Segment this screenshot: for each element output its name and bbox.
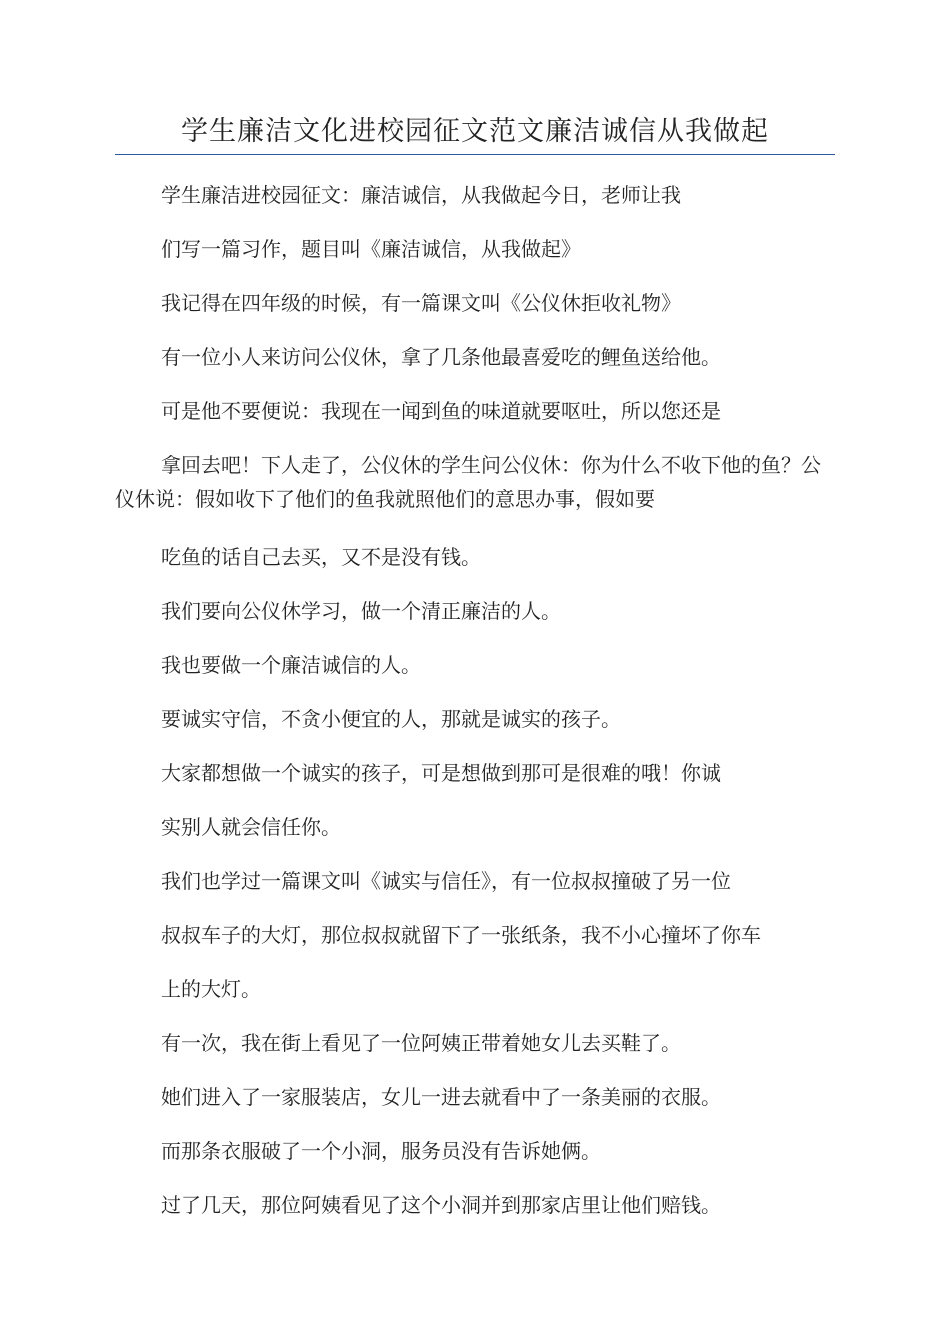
paragraph: 过了几天，那位阿姨看见了这个小洞并到那家店里让他们赔钱。	[161, 1193, 721, 1217]
paragraph: 可是他不要便说：我现在一闻到鱼的味道就要呕吐，所以您还是	[161, 399, 721, 423]
paragraph: 我们要向公仪休学习，做一个清正廉洁的人。	[161, 599, 561, 623]
paragraph: 大家都想做一个诚实的孩子，可是想做到那可是很难的哦！你诚	[161, 761, 721, 785]
paragraph: 拿回去吧！下人走了，公仪休的学生问公仪休：你为什么不收下他的鱼？公仪休说：假如收下了他们的鱼我就照他们的意思办事，假如要	[115, 453, 821, 511]
paragraph: 有一位小人来访问公仪休，拿了几条他最喜爱吃的鲤鱼送给他。	[161, 345, 721, 369]
paragraph: 她们进入了一家服装店，女儿一进去就看中了一条美丽的衣服。	[161, 1085, 721, 1109]
paragraph: 要诚实守信，不贪小便宜的人，那就是诚实的孩子。	[161, 707, 621, 731]
paragraph: 叔叔车子的大灯，那位叔叔就留下了一张纸条，我不小心撞坏了你车	[161, 923, 761, 947]
paragraph: 而那条衣服破了一个小洞，服务员没有告诉她俩。	[161, 1139, 601, 1163]
paragraph: 有一次，我在街上看见了一位阿姨正带着她女儿去买鞋了。	[161, 1031, 681, 1055]
paragraph: 上的大灯。	[161, 977, 261, 1001]
paragraph: 我记得在四年级的时候，有一篇课文叫《公仪休拒收礼物》	[161, 291, 681, 315]
paragraph: 学生廉洁进校园征文：廉洁诚信，从我做起今日，老师让我	[161, 183, 681, 207]
title-underline	[115, 154, 835, 155]
paragraph: 我们也学过一篇课文叫《诚实与信任》，有一位叔叔撞破了另一位	[161, 869, 731, 893]
paragraph: 实别人就会信任你。	[161, 815, 341, 839]
paragraph: 吃鱼的话自己去买，又不是没有钱。	[161, 545, 481, 569]
document-title: 学生廉洁文化进校园征文范文廉洁诚信从我做起	[181, 116, 769, 147]
paragraph: 我也要做一个廉洁诚信的人。	[161, 653, 421, 677]
paragraph: 们写一篇习作，题目叫《廉洁诚信，从我做起》	[161, 237, 581, 261]
